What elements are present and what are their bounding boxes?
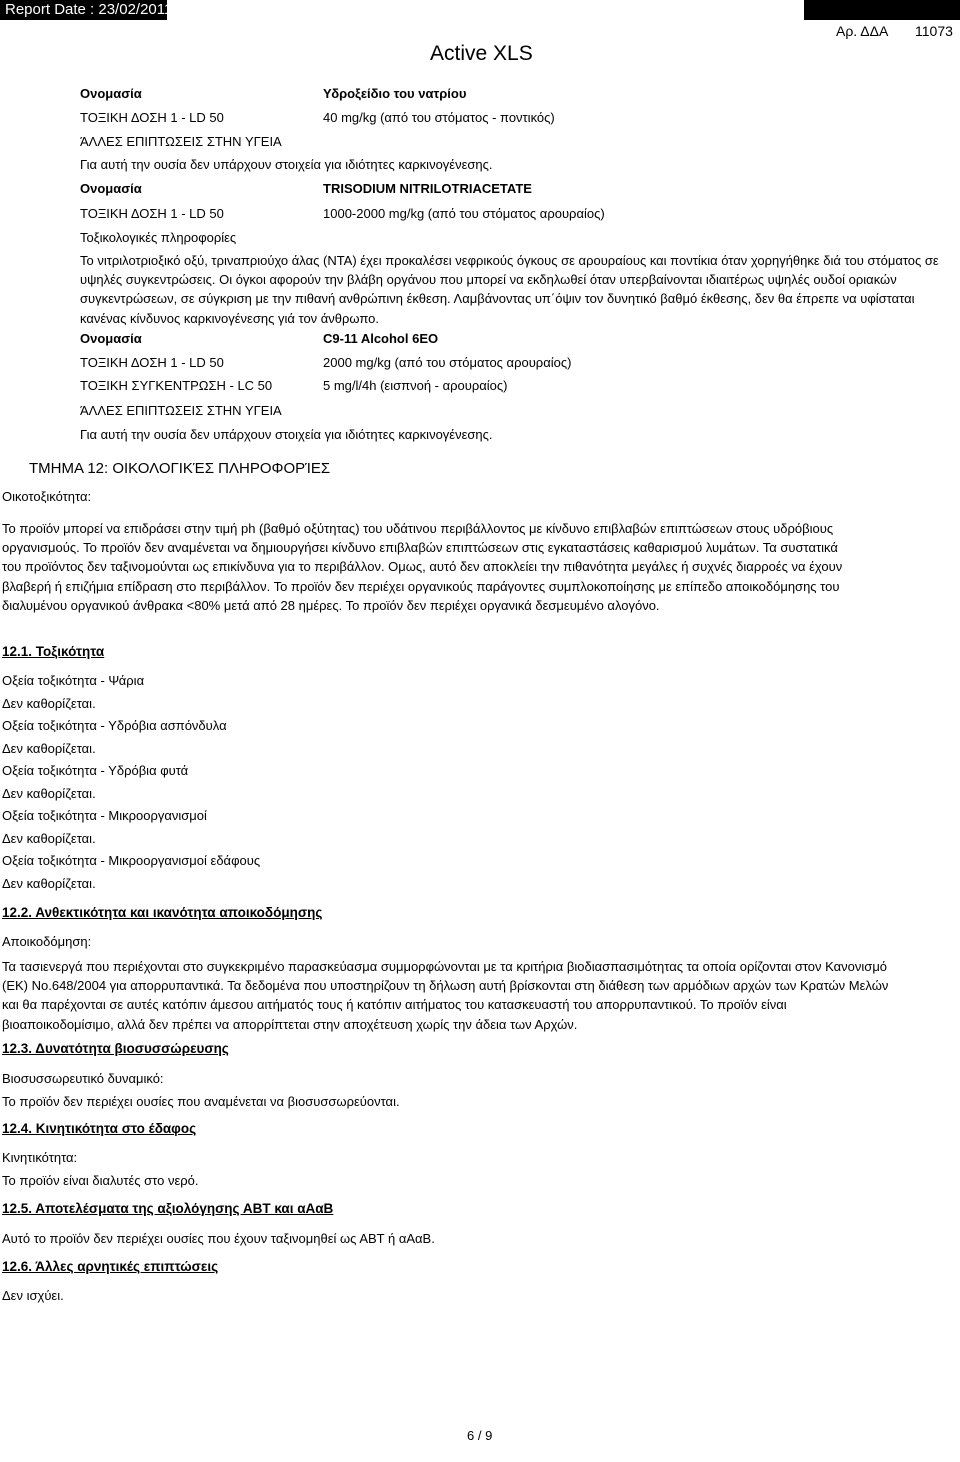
tox-item-label: Οξεία τοξικότητα - Υδρόβια ασπόνδυλα [2, 718, 227, 733]
tox-item-value: Δεν καθορίζεται. [2, 831, 96, 846]
block3-other-effects: ΆΛΛΕΣ ΕΠΙΠΤΩΣΕΙΣ ΣΤΗΝ ΥΓΕΙΑ [80, 403, 282, 418]
section-12-title: ΤΜΗΜΑ 12: ΟΙΚΟΛΟΓΙΚΈΣ ΠΛΗΡΟΦΟΡΊΕΣ [29, 460, 331, 477]
block3-ld50-label: ΤΟΞΙΚΗ ΔΟΣΗ 1 - LD 50 [80, 355, 224, 370]
subsection-12-6-title: 12.6. Άλλες αρνητικές επιπτώσεις [2, 1259, 219, 1274]
block1-ld50-value: 40 mg/kg (από του στόματος - ποντικός) [323, 110, 555, 125]
block1-ld50-label: ΤΟΞΙΚΗ ΔΟΣΗ 1 - LD 50 [80, 110, 224, 125]
mobility-text: Το προϊόν είναι διαλυτές στο νερό. [2, 1173, 199, 1188]
ecotox-text: Το προϊόν μπορεί να επιδράσει στην τιμή ph (βαθμό οξύτητας) του υδάτινου περιβάλλοντος με κίνδυνο επιβλαβών επιπτώσεων στους υδρόβιους οργανισμούς. Το προϊόν δεν αναμένεται να δημιουργήσει κίνδυνο επιβλαβών επιπτώσεων στις εγκαταστάσεις καθαρισμού λυμάτων. Τα συστατικά του προϊόντος δεν ταξινομούνται ως επικίνδυνα για το περιβάλλον. Ομως, αυτό δεν αποκλείει την πιθανότητα μεγάλες ή συχνές διαρροές να έχουν βλαβερή ή επιζήμια επίδραση στο περιβάλλον. Το προϊόν δεν περιέχει οργανικούς παράγοντες συμπλοκοποίησης με επίπεδο αποικοδόμησης του διαλυμένου οργανικού άνθρακα <80% μετά από 28 ημέρες. Το προϊόν δεν περιέχει οργανικά δεσμευμένο αλογόνο. [2, 521, 843, 613]
biodegradation-label: Αποικοδόμηση: [2, 934, 92, 949]
tox-item-label: Οξεία τοξικότητα - Μικροοργανισμοί εδάφους [2, 853, 261, 868]
tox-item-value: Δεν καθορίζεται. [2, 696, 96, 711]
ecotox-label: Οικοτοξικότητα: [2, 489, 92, 504]
subsection-12-2-title: 12.2. Ανθεκτικότητα και ικανότητα αποικοδόμησης [2, 905, 323, 920]
block2-info-text: Το νιτριλοτριοξικό οξύ, τριναπριούχο άλας (ΝΤΑ) έχει προκαλέσει νεφρικούς όγκους σε αρουραίους και ποντίκια όταν χορηγήθηκε διά του στόματος σε υψηλές συγκεντρώσεις. Οι όγκοι αφορούν την βλάβη οργάνου που μπορεί να εκδηλωθεί όταν υπερβαίνονται ιδιαιτέρως υψηλές ουδοί οριακών συγκεντρώσεων, σε σύγκριση με την πιθανή ανθρώπινη έκθεση. Λαμβάνοντας υπ΄όψιν τον δυνητικό βαθμό έκθεσης, δεν θα έπρεπε να υφίσταται κανένας κίνδυνος καρκινογένεσης γιά τον άνθρωπο. [80, 253, 939, 326]
report-date: Report Date : 23/02/2011 [0, 0, 167, 20]
bioaccumulation-text: Το προϊόν δεν περιέχει ουσίες που αναμένεται να βιοσυσσωρεύονται. [2, 1094, 400, 1109]
tox-item-label: Οξεία τοξικότητα - Μικροοργανισμοί [2, 808, 207, 823]
app-title: Active XLS [430, 42, 533, 65]
block3-lc50-label: ΤΟΞΙΚΗ ΣΥΓΚΕΝΤΡΩΣΗ - LC 50 [80, 378, 273, 393]
other-effects-text: Δεν ισχύει. [2, 1288, 64, 1303]
subsection-12-1-title: 12.1. Τοξικότητα [2, 644, 105, 659]
block2-info-label: Τοξικολογικές πληροφορίες [80, 230, 237, 245]
tox-item-label: Οξεία τοξικότητα - Ψάρια [2, 673, 145, 688]
block2-ld50-value: 1000-2000 mg/kg (από του στόματος αρουραίος) [323, 206, 605, 221]
biodegradation-text: Τα τασιενεργά που περιέχονται στο συγκεκριμένο παρασκεύασμα συμμορφώνονται με τα κριτήρια βιοδιασπασιμότητας τα οποία ορίζονται στον Κανονισμό (ΕΚ) No.648/2004 για απορρυπαντικά. Τα δεδομένα που υποστηρίζουν τη δήλωση αυτή βρίσκονται στη διάθεση των αρμόδιων αρχών των Κρατών Μελών και θα παρέχονται σε αυτές κατόπιν άμεσου αιτήματός τους ή κατόπιν αιτήματος του κατασκευαστή του απορρυπαντικού. Το προϊόν είναι βιοαποικοδομίσιμο, αλλά δεν πρέπει να απορρίπτεται στην αποχέτευση χωρίς την άδεια των Αρχών. [2, 959, 889, 1032]
subsection-12-4-title: 12.4. Κινητικότητα στο έδαφος [2, 1121, 197, 1136]
tox-item-label: Οξεία τοξικότητα - Υδρόβια φυτά [2, 763, 189, 778]
header-bar-right [804, 0, 960, 20]
block3-name-value: C9-11 Alcohol 6EO [323, 331, 439, 346]
block2-name-label: Ονομασία [80, 181, 142, 196]
doc-number: 11073 [915, 23, 953, 39]
doc-label: Αρ. ΔΔΑ [836, 23, 889, 39]
block3-carc-note: Για αυτή την ουσία δεν υπάρχουν στοιχεία για ιδιότητες καρκινογένεσης. [80, 427, 493, 442]
page-number: 6 / 9 [467, 1428, 493, 1443]
bioaccumulation-label: Βιοσυσσωρευτικό δυναμικό: [2, 1071, 164, 1086]
block2-ld50-label: ΤΟΞΙΚΗ ΔΟΣΗ 1 - LD 50 [80, 206, 224, 221]
block1-name-label: Ονομασία [80, 86, 142, 101]
pbt-text: Αυτό το προϊόν δεν περιέχει ουσίες που έχουν ταξινομηθεί ως ΑΒΤ ή αΑαΒ. [2, 1231, 435, 1246]
tox-item-value: Δεν καθορίζεται. [2, 741, 96, 756]
block3-lc50-value: 5 mg/l/4h (εισπνοή - αρουραίος) [323, 378, 508, 393]
block1-carc-note: Για αυτή την ουσία δεν υπάρχουν στοιχεία για ιδιότητες καρκινογένεσης. [80, 157, 493, 172]
subsection-12-5-title: 12.5. Αποτελέσματα της αξιολόγησης ΑΒΤ και αΑαΒ [2, 1201, 334, 1216]
block3-name-label: Ονομασία [80, 331, 142, 346]
tox-item-value: Δεν καθορίζεται. [2, 876, 96, 891]
block3-ld50-value: 2000 mg/kg (από του στόματος αρουραίος) [323, 355, 572, 370]
mobility-label: Κινητικότητα: [2, 1150, 78, 1165]
subsection-12-3-title: 12.3. Δυνατότητα βιοσυσσώρευσης [2, 1041, 229, 1056]
block1-name-value: Υδροξείδιο του νατρίου [323, 86, 467, 101]
block1-other-effects: ΆΛΛΕΣ ΕΠΙΠΤΩΣΕΙΣ ΣΤΗΝ ΥΓΕΙΑ [80, 134, 282, 149]
block2-name-value: TRISODIUM NITRILOTRIACETATE [323, 181, 532, 196]
tox-item-value: Δεν καθορίζεται. [2, 786, 96, 801]
